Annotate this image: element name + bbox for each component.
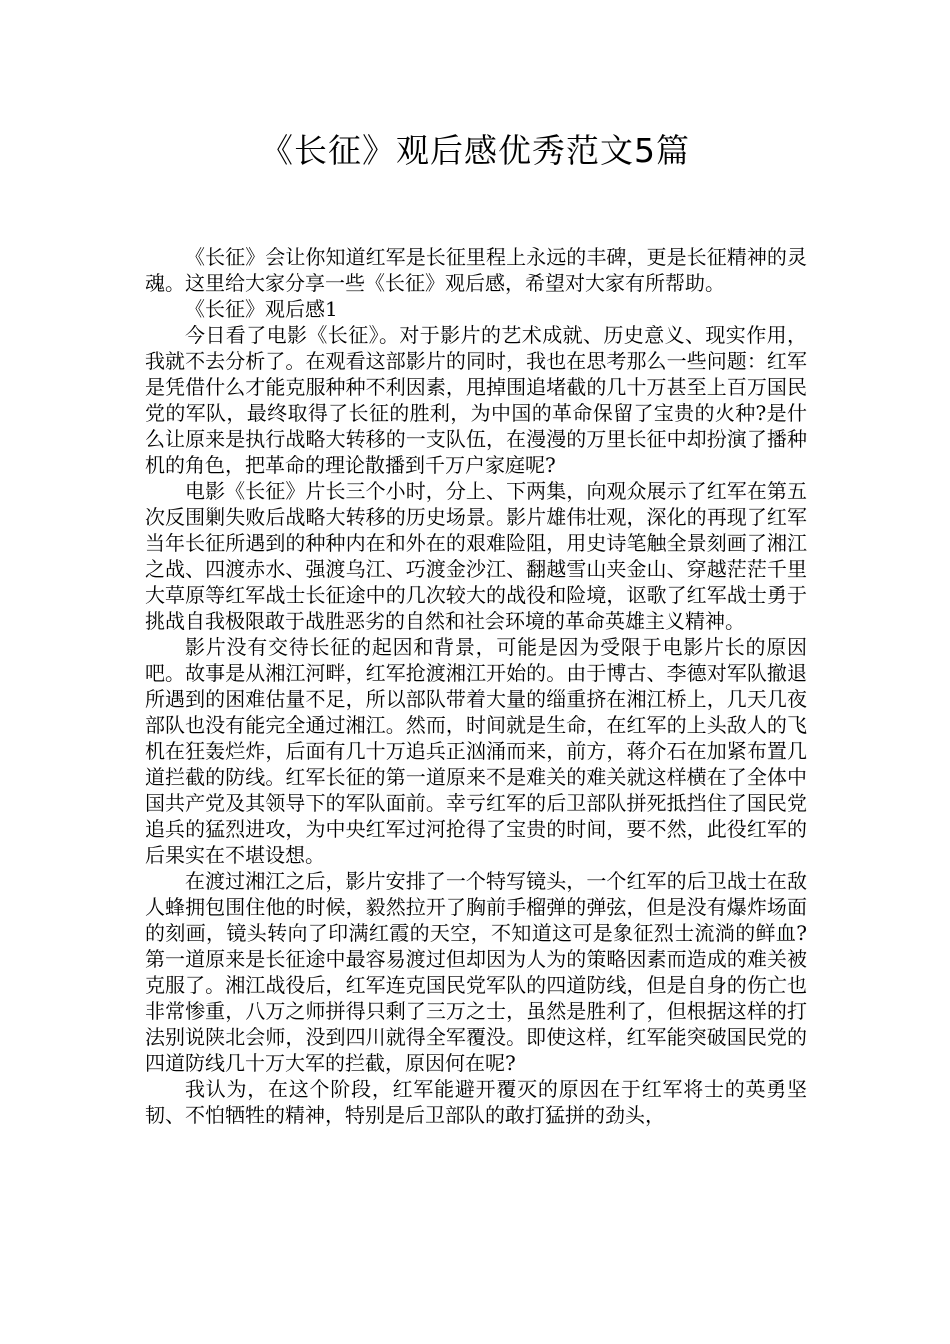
intro-paragraph: 《长征》会让你知道红军是长征里程上永远的丰碑，更是长征精神的灵魂。这里给大家分享一些《长征》观后感，希望对大家有所帮助。 [145,245,807,295]
document-title: 《长征》观后感优秀范文5篇 [260,131,690,170]
body-paragraph: 今日看了电影《长征》。对于影片的艺术成就、历史意义、现实作用，我就不去分析了。在观看这部影片的同时，我也在思考那么一些问题：红军是凭借什么才能克服种种不利因素，甩掉围追堵截的几十万甚至上百万国民党的军队，最终取得了长征的胜利，为中国的革命保留了宝贵的火种?是什么让原来是执行战略大转移的一支队伍，在漫漫的万里长征中却扮演了播种机的角色，把革命的理论散播到千万户家庭呢? [145,323,807,477]
document-body [145,244,807,1128]
body-paragraph: 我认为，在这个阶段，红军能避开覆灭的原因在于红军将士的英勇坚韧、不怕牺牲的精神，特别是后卫部队的敢打猛拼的劲头， [145,1077,807,1127]
body-paragraph: 电影《长征》片长三个小时，分上、下两集，向观众展示了红军在第五次反围剿失败后战略大转移的历史场景。影片雄伟壮观，深化的再现了红军当年长征所遇到的种种内在和外在的艰难险阻，用史诗笔触全景刻画了湘江之战、四渡赤水、强渡乌江、巧渡金沙江、翻越雪山夹金山、穿越茫茫千里大草原等红军战士长征途中的几次较大的战役和险境，讴歌了红军战士勇于挑战自我极限敢于战胜恶劣的自然和社会环境的革命英雄主义精神。 [145,479,807,633]
body-paragraph: 影片没有交待长征的起因和背景，可能是因为受限于电影片长的原因吧。故事是从湘江河畔，红军抢渡湘江开始的。由于博古、李德对军队撤退所遇到的困难估量不足，所以部队带着大量的缁重挤在湘江桥上，几天几夜部队也没有能完全通过湘江。然而，时间就是生命，在红军的上头敌人的飞机在狂轰烂炸，后面有几十万追兵正汹涌而来，前方，蒋介石在加紧布置几道拦截的防线。红军长征的第一道原来不是难关的难关就这样横在了全体中国共产党及其领导下的军队面前。幸亏红军的后卫部队拼死抵挡住了国民党追兵的猛烈进攻，为中央红军过河抢得了宝贵的时间，要不然，此役红军的后果实在不堪设想。 [145,635,807,867]
section-heading: 《长征》观后感1 [185,297,338,321]
body-paragraph: 在渡过湘江之后，影片安排了一个特写镜头，一个红军的后卫战士在敌人蜂拥包围住他的时候，毅然拉开了胸前手榴弹的弹弦，但是没有爆炸场面的刻画，镜头转向了印满红霞的天空，不知道这可是象征烈士流淌的鲜血?第一道原来是长征途中最容易渡过但却因为人为的策略因素而造成的难关被克服了。湘江战役后，红军连克国民党军队的四道防线，但是自身的伤亡也非常惨重，八万之师拼得只剩了三万之士，虽然是胜利了，但根据这样的打法别说陕北会师，没到四川就得全军覆没。即使这样，红军能突破国民党的四道防线几十万大军的拦截，原因何在呢? [145,869,807,1075]
